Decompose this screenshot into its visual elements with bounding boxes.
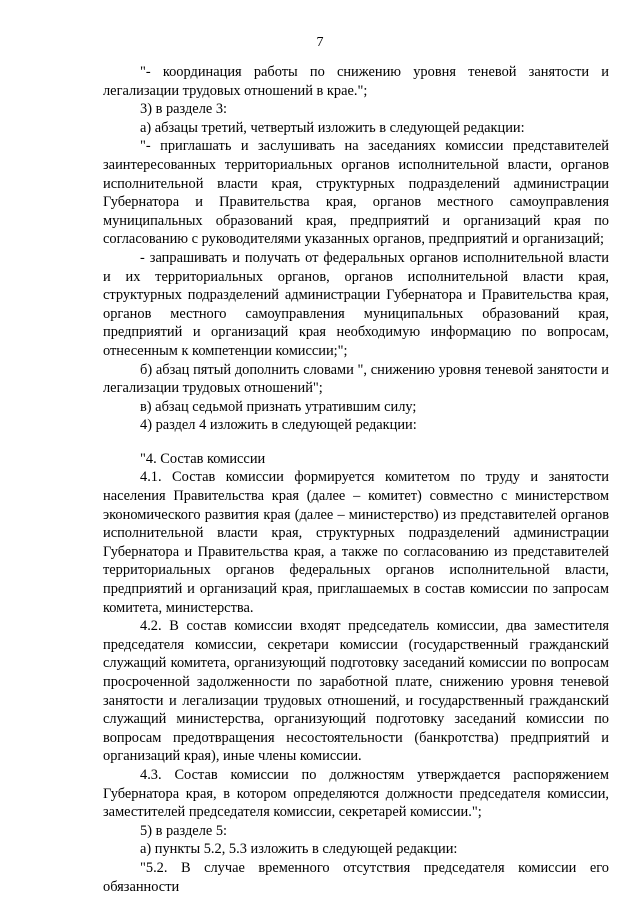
paragraph-4-3: 4.3. Состав комиссии по должностям утверждается распоряжением Губернатора края, в котором определяются должности председателя комиссии, заместителей председателя комиссии, секретарей комиссии."; [103, 766, 609, 821]
paragraph-coordination-item: "- координация работы по снижению уровня теневой занятости и легализации трудовых отношений в крае."; [103, 64, 609, 99]
paragraph-section-5: 5) в разделе 5: [140, 822, 228, 839]
paragraph-section-4: 4) раздел 4 изложить в следующей редакции: [140, 417, 417, 434]
section-heading-composition: "4. Состав комиссии [140, 450, 266, 467]
paragraph-section-3-c: в) абзац седьмой признать утратившим силу; [140, 398, 417, 415]
paragraph-4-2: 4.2. В состав комиссии входят председатель комиссии, два заместителя председателя комиссии, секретари комиссии (государственный гражданский служащий комитета, организующий подготовку заседаний комиссии по вопросам просроченной задолженности по заработной плате, снижению уровня теневой занятости и легализации трудовых отношений, и государственный гражданский служащий министерства, организующий подготовку заседаний комиссии по вопросам предотвращения несостоятельности (банкротства) предприятий и организаций края), иные члены комиссии. [103, 618, 609, 765]
paragraph-section-5-a: а) пункты 5.2, 5.3 изложить в следующей редакции: [140, 841, 458, 858]
paragraph-section-3-a: а) абзацы третий, четвертый изложить в следующей редакции: [140, 119, 525, 136]
paragraph-invite-representatives: "- приглашать и заслушивать на заседаниях комиссии представителей заинтересованных территориальных органов исполнительной власти, органов исполнительной власти края, структурных подразделений администрации Губернатора и Правительства края, органов местного самоуправления муниципальных образований края, предприятий и организаций края по согласованию с руководителями указанных органов, предприятий и организаций; [103, 138, 609, 248]
paragraph-section-3: 3) в разделе 3: [140, 101, 228, 118]
paragraph-4-1: 4.1. Состав комиссии формируется комитетом по труду и занятости населения Правительства края (далее – комитет) совместно с министерством экономического развития края (далее – министерство) из представителей органов исполнительной власти края, структурных подразделений администрации Губернатора и Правительства края, а также по согласованию из представителей территориальных органов федеральных органов исполнительной власти, предприятий и организаций края, приглашаемых в состав комиссии по запросам комитета, министерства. [103, 469, 609, 616]
paragraph-request-information: - запрашивать и получать от федеральных органов исполнительной власти и их территориальных органов, органов исполнительной власти края, структурных подразделений администрации Губернатора и Правительства края, органов местного самоуправления муниципальных образований края, предприятий и организаций края необходимую информацию по вопросам, отнесенным к компетенции комиссии;"; [103, 249, 609, 359]
paragraph-5-2: "5.2. В случае временного отсутствия председателя комиссии его обязанности [103, 859, 609, 895]
page-number: 7 [316, 35, 324, 50]
document-body [103, 63, 609, 896]
paragraph-section-3-b: б) абзац пятый дополнить словами ", снижению уровня теневой занятости и легализации трудовых отношений"; [103, 361, 609, 397]
